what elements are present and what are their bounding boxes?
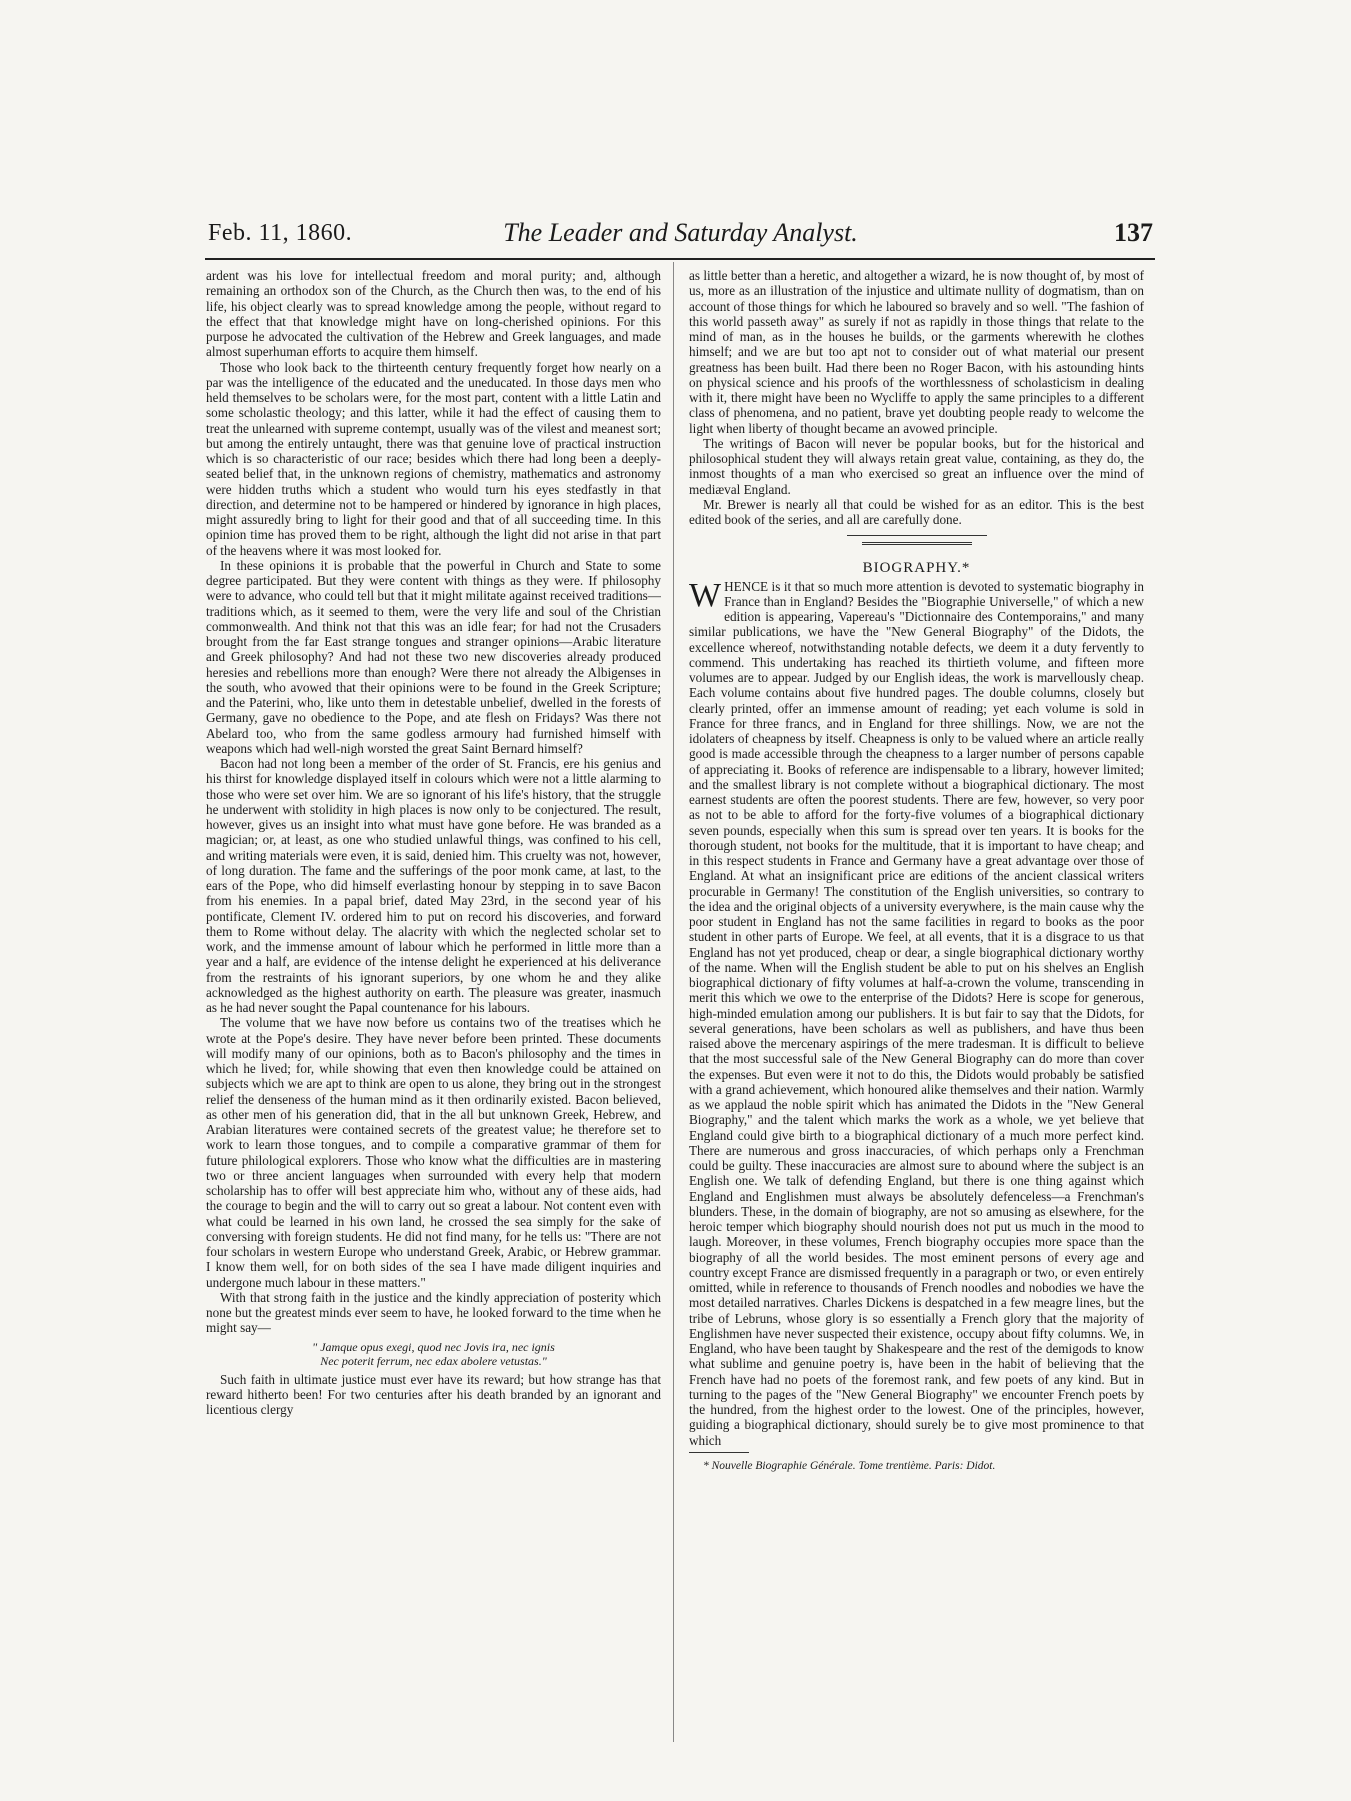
right-column (689, 268, 1144, 1748)
section-divider-double (862, 542, 972, 547)
paragraph: Those who look back to the thirteenth century frequently forget how nearly on a par was the intelligence of the educated and the uneducated. In those days men who held themselves to be scholars were, for the most part, content with a little Latin and some scholastic theology; and this latter, while it had the effect of causing them to treat the unlearned with supreme contempt, usually was of the vilest and meanest sort; but among the entirely untaught, there was that genuine love of practical instruction which is so characteristic of our race; besides which there had long been a deeply-seated belief that, in the unknown regions of chemistry, mathematics and astronomy were hidden truths which a student who would turn his eyes stedfastly in that direction, and determine not to be hampered or hindered by ignorance in high places, might assuredly bring to light for their good and that of all succeeding time. In this opinion time has proved them to be right, although the light did not arise in that part of the heavens where it was most looked for. (206, 359, 661, 558)
header-rule (205, 258, 1155, 260)
page-header (208, 218, 1153, 254)
quote-line: Nec poterit ferrum, nec edax abolere vetustas." (320, 1353, 547, 1368)
drop-cap: W (689, 576, 722, 614)
left-column (206, 268, 661, 1748)
biography-paragraph (689, 576, 1144, 1448)
issue-date: Feb. 11, 1860. (208, 220, 353, 246)
publication-title: The Leader and Saturday Analyst. (503, 218, 858, 247)
quote-line: " Jamque opus exegi, quod nec Jovis ira, nec ignis (312, 1339, 555, 1354)
paragraph: The volume that we have now before us contains two of the treatises which he wrote at the Pope's desire. They have never before been printed. These documents will modify many of our opinions, both as to Bacon's philosophy and the times in which he lived; for, while showing that even then knowledge could be attained on subjects which we are apt to think are open to us alone, they bring out in the strongest relief the denseness of the human mind as it then ordinarily existed. Bacon believed, as other men of his generation did, that in the all but unknown Greek, Hebrew, and Arabian literatures were contained secrets of the greatest value; he therefore set to work to learn those tongues, and to compile a comparative grammar of them for future philological explorers. Those who know what the difficulties are in mastering two or three ancient languages when surrounded with every help that modern scholarship has to offer will best appreciate him who, without any of these aids, had the courage to begin and the will to carry out so great a labour. Not content even with what could be learned in his own land, he crossed the sea simply for the sake of conversing with foreign students. He did not find many, for he tells us: "There are not four scholars in western Europe who understand Greek, Arabic, or Hebrew grammar. I know them well, for on both sides of the sea I have made diligent inquiries and undergone much labour in these matters." (206, 1015, 661, 1290)
paragraph: In these opinions it is probable that the powerful in Church and State to some degree participated. But they were content with things as they were. If philosophy were to advance, who could tell but that it might militate against received traditions—traditions which, as it seemed to them, were the very life and soul of the Christian commonwealth. And think not that this was an idle fear; for had not the Crusaders brought from the far East strange tongues and stranger opinions—Arabic literature and Greek philosophy? And had not these two new discoveries already produced heresies and rebellions more than enough? Were there not already the Albigenses in the south, who avowed that their opinions were to be found in the Greek Scripture; and the Paterini, who, like unto them in detestable unbelief, dwelled in the forests of Germany, gave no obedience to the Pope, and ate flesh on Fridays? Was there not Abelard too, who from the same godless armoury had furnished himself with weapons which had well-nigh worsted the great Saint Bernard himself? (206, 557, 661, 756)
footnote-rule (689, 1452, 749, 1453)
paragraph: Such faith in ultimate justice must ever have its reward; but how strange has that reward hitherto been! For two centuries after his death branded by an ignorant and licentious clergy (206, 1371, 661, 1417)
paragraph: The writings of Bacon will never be popular books, but for the historical and philosophical student they will always retain great value, containing, as they do, the inmost thoughts of a man who exercised so great an influence over the mind of mediæval England. (689, 435, 1144, 497)
page-number: 137 (1114, 218, 1153, 247)
footnote: * Nouvelle Biographie Générale. Tome trentième. Paris: Didot. (703, 1459, 996, 1472)
paragraph: as little better than a heretic, and altogether a wizard, he is now thought of, by most of us, more as an illustration of the injustice and ultimate nullity of dogmatism, than on account of those things for which he laboured so bravely and so well. "The fashion of this world passeth away" as surely if not as rapidly in those things that relate to the mind of man, as in the houses he builds, or the garments wherewith he clothes himself; and we are but too apt not to consider out of what material our present greatness has been built. Had there been no Roger Bacon, with his astounding hints on physical science and his proofs of the worthlessness of scholasticism in dealing with it, there might have been no Wycliffe to apply the same principles to a different class of phenomena, and no patient, brave yet doubting people ready to welcome the light when liberty of thought became an avowed principle. (689, 268, 1144, 436)
paragraph: ardent was his love for intellectual freedom and moral purity; and, although remaining an orthodox son of the Church, as the Church then was, to the end of his life, his object clearly was to spread knowledge among the people, without regard to the effect that that knowledge might have on long-cherished opinions. For this purpose he advocated the cultivation of the Hebrew and Greek languages, and made almost superhuman efforts to acquire them himself. (206, 268, 661, 360)
column-divider (673, 262, 674, 1742)
paragraph: Bacon had not long been a member of the order of St. Francis, ere his genius and his thirst for knowledge displayed itself in colours which were not a little alarming to those who were set over him. We are so ignorant of his life's history, that the struggle he underwent with stolidity in high places is now only to be conjectured. The result, however, gives us an insight into what must have gone before. He was branded as a magician; or, at least, as one who studied unlawful things, was confined to his cell, and writing materials were even, it is said, denied him. This cruelty was not, however, of long duration. The fame and the sufferings of the poor monk came, at last, to the ears of the Pope, who did himself everlasting honour by stepping in to save Bacon from his enemies. In a papal brief, dated May 23rd, in the second year of his pontificate, Clement IV. ordered him to put on record his discoveries, and forward them to Rome without delay. The alacrity with which the neglected scholar set to work, and the immense amount of labour which he performed in little more than a year and a half, are evidence of the intense delight he experienced at his deliverance from the restraints of his ignorant superiors, by one whom he and they alike acknowledged as the highest authority on earth. The pleasure was greater, inasmuch as he had never sought the Papal countenance for his labours. (206, 756, 661, 1015)
paragraph: With that strong faith in the justice and the kindly appreciation of posterity which none but the greatest minds ever seem to have, he looked forward to the time when he might say— (206, 1289, 661, 1336)
latin-quote (206, 1340, 661, 1368)
section-heading: BIOGRAPHY.* (862, 560, 971, 577)
paragraph: Mr. Brewer is nearly all that could be wished for as an editor. This is the best edited book of the series, and all are carefully done. (689, 496, 1144, 527)
section-divider (847, 535, 987, 536)
biography-text: HENCE is it that so much more attention is devoted to systematic biography in France than in England? Besides the "Biographie Universelle," of which a new edition is appearing, Vapereau's "Dictionnaire des Contemporains," and many similar publications, we have the "New General Biography" of the Didots, the excellence whereof, notwithstanding notable defects, we deem it a duty fervently to commend. This undertaking has reached its thirtieth volume, and fifteen more volumes are to appear. Judged by our English ideas, the work is marvellously cheap. Each volume contains about five hundred pages. The double columns, closely but clearly printed, offer an immense amount of reading; yet each volume is sold in France for three francs, and in England for three shillings. Now, we are not the idolaters of cheapness by itself. Cheapness is only to be valued where an article really good is made accessible through the cheapness to a larger number of persons capable of appreciating it. Books of reference are indispensable to a library, however limited; and the smallest library is not complete without a biographical dictionary. The most earnest students are often the poorest students. There are few, however, so very poor as not to be able to afford for the forty-five volumes of a biographical dictionary seven pounds, especially when this sum is spread over ten years. It is books for the thorough student, not books for the multitude, that it is important to have cheap; and in this respect students in France and Germany have a great advantage over those of England. At what an insignificant price are editions of the ancient classical writers procurable in Germany! The constitution of the English universities, so contrary to the idea and the original objects of a university everywhere, is the main cause why the poor student in England has not the same facilities in regard to books as the poor student in other parts of Europe. We feel, at all events, that it is a disgrace to us that England has not yet produced, cheap or dear, a single biographical dictionary worthy of the name. When will the English student be able to put on his shelves an English biographical dictionary of fifty volumes at half-a-crown the volume, transcending in merit this which we owe to the enterprise of the Didots? Here is scope for generous, high-minded emulation among our publishers. It is but fair to say that the Didots, for several generations, have been scholars as well as publishers, and have thus been raised above the mercenary aspirings of the mere tradesman. It is difficult to believe that the most successful sale of the New General Biography can do more than cover the expenses. But even were it not to do this, the Didots would probably be satisfied with a grand achievement, which honoured alike themselves and their nation. Warmly as we applaud the noble spirit which has animated the Didots in the "New General Biography," and the talent which marks the work as a whole, we yet believe that England could give birth to a biographical dictionary of a much more perfect kind. There are numerous and gross inaccuracies, of which perhaps only a Frenchman could be guilty. These inaccuracies are almost sure to abound where the subject is an English one. We talk of defending England, but there is one thing against which England and Englishmen must always be absolutely defenceless—a Frenchman's blunders. These, in the domain of biography, are not so amusing as elsewhere, for the heroic temper which biography should nourish does not put us much in the mood to laugh. Moreover, in these volumes, French biography occupies more space than the biography of all the world besides. The most eminent persons of every age and country except France are dismissed frequently in a paragraph or two, or even entirely omitted, while in reference to thousands of French noodles and nobodies we have the most detailed narratives. Charles Dickens is despatched in a few meagre lines, but the tribe of Lebruns, whose glory is so essentially a French glory that the majority of Englishmen have never suspected their existence, occupy about fifty columns. We, in England, who have been taught by Shakespeare and the rest of the demigods to know what sublime and genuine poetry is, have been in the habit of believing that the French have had no poets of the foremost rank, and few poets of any kind. But in turning to the pages of the "New General Biography" we encounter French poets by the hundred, from the highest order to the lowest. One of the principles, however, guiding a biographical dictionary, should surely be to give most prominence to that which (689, 578, 1144, 1448)
